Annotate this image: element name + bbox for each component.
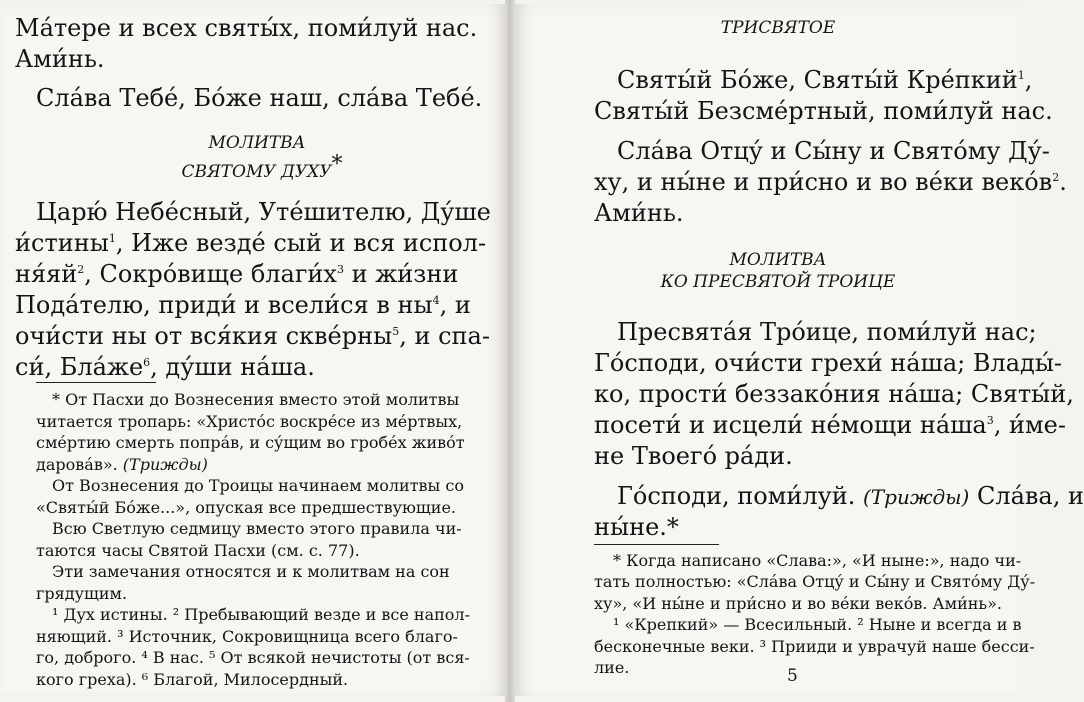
prayer-line-2: и́стины$^1$, Иже везде́ сый и вся испол- [15, 229, 487, 257]
prayer-line-1: Царю́ Небе́сный, Уте́шителю, Ду́ше [36, 198, 491, 226]
top-text-line-1: Ма́тере и всех святы́х, поми́луй нас. [15, 14, 478, 42]
trisagion-line-1: Святы́й Бо́же, Святы́й Кре́пкий$^1$, [617, 66, 1033, 94]
footnote-line: кого греха). ⁶ Благой, Милосердный. [36, 670, 349, 689]
footnote-line: грядущим. [36, 584, 128, 603]
footnote-line: * Когда написано «Слава:», «И ныне:», надо чи- [613, 551, 1022, 570]
footnote-line: * От Пасхи до Вознесения вместо этой молитвы [52, 390, 460, 409]
prayer-heading-line-2: СВЯТОМУ ДУХУ* [181, 152, 343, 182]
trinity-heading-line-1: МОЛИТВА [729, 250, 827, 270]
footnote-line: дарова́в». (Трижды) [36, 455, 208, 474]
footnote-line: бесконечные веки. ³ Прииди и уврачуй наше бесси- [594, 637, 1035, 656]
footnote-line: лие. [594, 658, 630, 677]
top-text-line-3: Сла́ва Тебе́, Бо́же наш, сла́ва Тебе́. [36, 84, 483, 112]
footnote-line: Всю Светлую седмицу вместо этого правила чи- [52, 519, 462, 538]
footnote-line: няющий. ³ Источник, Сокровищница всего благо- [36, 627, 458, 646]
footnote-line: сме́ртию смерть попра́в, и су́щим во гробе́х живо́т [36, 433, 465, 452]
footnote-marker: * [331, 152, 343, 177]
footnote-line: тать полностью: «Сла́ва Отцу́ и Сы́ну и Свято́му Ду́- [594, 572, 1036, 591]
left-page [2, 4, 507, 696]
footnote-divider [594, 544, 719, 545]
trisagion-line-2: Святы́й Безсме́ртный, поми́луй нас. [594, 97, 1053, 125]
lord-mercy-line-1: Го́споди, поми́луй. (Трижды) Сла́ва, и [617, 482, 1084, 510]
top-text-line-2: Ами́нь. [15, 45, 105, 73]
prayer-line-4: Пода́телю, приди́ и всели́ся в $ны^4$, и [15, 291, 471, 319]
page-number: 5 [787, 666, 798, 686]
trinity-heading-line-2: КО ПРЕСВЯТОЙ ТРОИЦЕ [660, 272, 896, 292]
trinity-line-2: Го́споди, очи́сти грехи́ на́ша; Влады́- [594, 349, 1063, 377]
footnote-line: «Святы́й Бо́же...», опуская все предшествующие. [36, 498, 457, 517]
footnote-line: таются часы Святой Пасхи (см. с. 77). [36, 541, 360, 560]
trinity-line-5: не Твоего́ ра́ди. [594, 442, 793, 470]
prayer-line-5: очи́сти ны от вся́кия скве́рны$^5$, и спа- [15, 322, 490, 350]
right-page [513, 4, 1084, 696]
trinity-line-3: ко, прости́ беззако́ния на́ша; Святы́й, [594, 380, 1074, 408]
glory-line-2: ху, и ны́не и при́сно и во ве́ки $веко́в^2$. [594, 168, 1067, 196]
footnote-line: го, доброго. ⁴ В нас. ⁵ От всякой нечистоты (от вся- [36, 648, 470, 667]
trinity-line-1: Пресвята́я Тро́ице, поми́луй нас; [617, 318, 1037, 346]
prayer-line-3: $ня́яй^2$, Сокро́вище $благи́х^3$ и жи́зни [15, 260, 459, 288]
footnote-line: ¹ Дух истины. ² Пребывающий везде и все напол- [52, 605, 470, 624]
footnote-line: ¹ «Крепкий» — Всесильный. ² Ныне и всегда и в [613, 615, 1022, 634]
footnote-line: читается тропарь: «Христо́с воскре́се из ме́ртвых, [36, 412, 463, 431]
prayer-heading-line-1: МОЛИТВА [208, 133, 306, 153]
prayer-line-6: си́, $Бла́же^6$, ду́ши на́ша. [15, 353, 315, 381]
trinity-line-4: посети́ и исцели́ не́мощи $на́ша^3$, и́ме- [594, 411, 1066, 439]
trisagion-header: ТРИСВЯТОЕ [720, 18, 836, 38]
footnote-divider [36, 382, 156, 383]
footnote-line: ху», «И ны́не и при́сно и во ве́ки веко́в. Ами́нь». [594, 594, 1002, 613]
footnote-line: Эти замечания относятся и к молитвам на сон [52, 562, 450, 581]
footnote-line: От Вознесения до Троицы начинаем молитвы со [52, 476, 464, 495]
lord-mercy-line-2: ны́не.* [594, 513, 679, 541]
glory-line-3: Ами́нь. [594, 199, 684, 227]
glory-line-1: Сла́ва Отцу́ и Сы́ну и Свято́му Ду́- [617, 137, 1050, 165]
